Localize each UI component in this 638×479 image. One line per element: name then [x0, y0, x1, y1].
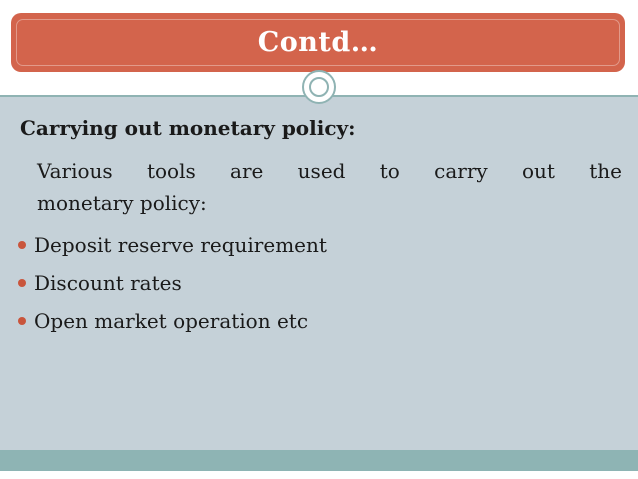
bullet-dot-icon: [18, 317, 26, 325]
slide-title: Contd…: [257, 27, 379, 58]
list-item: [18, 264, 327, 302]
bullet-text: Open market operation etc: [34, 309, 309, 333]
intro-paragraph: [37, 155, 622, 219]
bullet-text: Deposit reserve requirement: [34, 233, 327, 257]
list-item: [18, 226, 327, 264]
bullet-dot-icon: [18, 241, 26, 249]
title-bar: [11, 13, 625, 72]
bullet-text: Discount rates: [34, 271, 182, 295]
intro-line-2: monetary policy:: [37, 191, 207, 215]
circle-ornament-inner: [309, 77, 329, 97]
bullet-dot-icon: [18, 279, 26, 287]
section-heading: Carrying out monetary policy:: [20, 116, 356, 140]
intro-line-1: Various tools are used to carry out the: [37, 159, 622, 183]
bullet-list: [18, 226, 327, 340]
footer-bar: [0, 450, 638, 471]
circle-ornament-icon: [302, 70, 336, 104]
list-item: [18, 302, 327, 340]
